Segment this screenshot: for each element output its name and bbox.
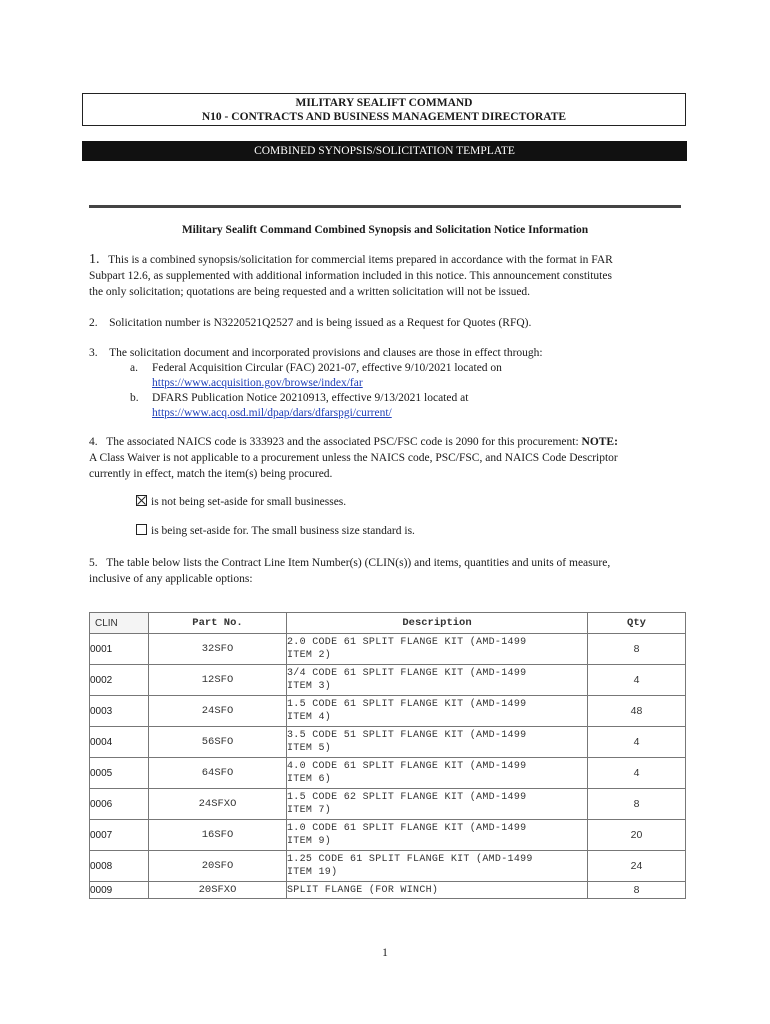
paragraph-1-number: 1. xyxy=(89,252,100,267)
paragraph-3-text: The solicitation document and incorporated provisions and clauses are those in effect through: xyxy=(109,347,543,359)
qty-cell: 48 xyxy=(588,696,686,727)
description-line-1: 1.5 CODE 62 SPLIT FLANGE KIT (AMD-1499 xyxy=(287,792,527,803)
table-header-row xyxy=(90,613,686,634)
description-line-2: ITEM 7) xyxy=(287,805,332,816)
checked-box-icon[interactable] xyxy=(136,495,147,506)
description-line-1: 2.0 CODE 61 SPLIT FLANGE KIT (AMD-1499 xyxy=(287,637,527,648)
qty-cell: 20 xyxy=(588,820,686,851)
description-cell xyxy=(287,789,588,820)
paragraph-3b-text: DFARS Publication Notice 20210913, effective 9/13/2021 located at xyxy=(152,392,469,404)
table-row xyxy=(90,851,686,882)
paragraph-4 xyxy=(89,434,679,482)
paragraph-5-line-1: The table below lists the Contract Line Item Number(s) (CLIN(s)) and items, quantities and units of measure, xyxy=(106,557,611,569)
part-cell: 64SFO xyxy=(149,758,287,789)
part-cell: 56SFO xyxy=(149,727,287,758)
description-line-2: ITEM 3) xyxy=(287,681,332,692)
paragraph-2-text: Solicitation number is N3220521Q2527 and is being issued as a Request for Quotes (RFQ). xyxy=(109,317,532,329)
paragraph-1-line-2: Subpart 12.6, as supplemented with additional information included in this notice. This announcement constitutes xyxy=(89,270,612,282)
description-cell xyxy=(287,820,588,851)
description-line-2: ITEM 2) xyxy=(287,650,332,661)
description-line-1: 4.0 CODE 61 SPLIT FLANGE KIT (AMD-1499 xyxy=(287,761,527,772)
clin-cell: 0007 xyxy=(90,820,149,851)
qty-cell: 24 xyxy=(588,851,686,882)
qty-cell: 4 xyxy=(588,727,686,758)
set-aside-label: is being set-aside for. The small business size standard is. xyxy=(151,525,415,537)
description-line-2: ITEM 4) xyxy=(287,712,332,723)
paragraph-3a-text: Federal Acquisition Circular (FAC) 2021-07, effective 9/10/2021 located on xyxy=(152,362,502,374)
clin-header: CLIN xyxy=(90,613,149,634)
clin-cell: 0008 xyxy=(90,851,149,882)
paragraph-3-number: 3. xyxy=(89,347,98,359)
description-line-2: ITEM 6) xyxy=(287,774,332,785)
paragraph-3b-label: b. xyxy=(130,392,139,404)
divider-rule xyxy=(89,205,681,208)
clin-cell: 0005 xyxy=(90,758,149,789)
description-line-1: 3/4 CODE 61 SPLIT FLANGE KIT (AMD-1499 xyxy=(287,668,527,679)
header-line-1: MILITARY SEALIFT COMMAND xyxy=(295,97,473,109)
part-cell: 32SFO xyxy=(149,634,287,665)
clin-cell: 0001 xyxy=(90,634,149,665)
paragraph-3 xyxy=(89,345,679,361)
clin-table xyxy=(89,612,686,899)
template-band: COMBINED SYNOPSIS/SOLICITATION TEMPLATE xyxy=(82,141,687,161)
description-line-1: 3.5 CODE 51 SPLIT FLANGE KIT (AMD-1499 xyxy=(287,730,527,741)
part-cell: 24SFO xyxy=(149,696,287,727)
not-set-aside-label: is not being set-aside for small businesses. xyxy=(151,496,347,508)
qty-cell: 8 xyxy=(588,634,686,665)
table-row xyxy=(90,696,686,727)
paragraph-4-line-3: currently in effect, match the item(s) being procured. xyxy=(89,468,333,480)
description-line-2: ITEM 9) xyxy=(287,836,332,847)
part-cell: 16SFO xyxy=(149,820,287,851)
table-row xyxy=(90,789,686,820)
notice-title: Military Sealift Command Combined Synopsis and Solicitation Notice Information xyxy=(181,224,589,236)
part-cell: 24SFXO xyxy=(149,789,287,820)
qty-cell: 4 xyxy=(588,758,686,789)
page-number: 1 xyxy=(382,947,388,959)
table-row xyxy=(90,820,686,851)
note-label: NOTE: xyxy=(581,436,618,448)
not-set-aside-option xyxy=(136,495,346,509)
clin-cell: 0002 xyxy=(90,665,149,696)
table-row xyxy=(90,665,686,696)
part-cell: 12SFO xyxy=(149,665,287,696)
table-row xyxy=(90,758,686,789)
qty-cell: 4 xyxy=(588,665,686,696)
description-cell xyxy=(287,882,588,899)
description-cell xyxy=(287,758,588,789)
description-line-1: 1.25 CODE 61 SPLIT FLANGE KIT (AMD-1499 xyxy=(287,854,533,865)
table-row xyxy=(90,727,686,758)
description-cell xyxy=(287,634,588,665)
qty-header: Qty xyxy=(588,613,686,634)
description-cell xyxy=(287,665,588,696)
description-line-1: SPLIT FLANGE (FOR WINCH) xyxy=(287,884,439,896)
paragraph-5 xyxy=(89,555,679,587)
qty-cell: 8 xyxy=(588,789,686,820)
description-line-1: 1.0 CODE 61 SPLIT FLANGE KIT (AMD-1499 xyxy=(287,823,527,834)
table-row xyxy=(90,882,686,899)
far-link[interactable]: https://www.acquisition.gov/browse/index/far xyxy=(152,377,363,389)
table-row xyxy=(90,634,686,665)
description-cell xyxy=(287,851,588,882)
paragraph-5-number: 5. xyxy=(89,557,98,569)
unchecked-box-icon[interactable] xyxy=(136,524,147,535)
description-line-2: ITEM 19) xyxy=(287,867,338,878)
part-cell: 20SFO xyxy=(149,851,287,882)
description-cell xyxy=(287,696,588,727)
paragraph-1 xyxy=(89,252,679,300)
paragraph-1-line-1: This is a combined synopsis/solicitation for commercial items prepared in accordance with the format in FAR xyxy=(108,254,613,266)
paragraph-4-number: 4. xyxy=(89,436,98,448)
set-aside-option xyxy=(136,524,415,538)
header-line-2: N10 - CONTRACTS AND BUSINESS MANAGEMENT DIRECTORATE xyxy=(201,111,567,123)
paragraph-4-line-1: The associated NAICS code is 333923 and the associated PSC/FSC code is 2090 for this procurement: xyxy=(106,436,579,448)
clin-cell: 0009 xyxy=(90,882,149,899)
paragraph-2-number: 2. xyxy=(89,317,98,329)
clin-cell: 0006 xyxy=(90,789,149,820)
paragraph-2 xyxy=(89,315,679,331)
paragraph-5-line-2: inclusive of any applicable options: xyxy=(89,573,253,585)
description-header: Description xyxy=(287,613,588,634)
clin-cell: 0004 xyxy=(90,727,149,758)
description-line-2: ITEM 5) xyxy=(287,743,332,754)
clin-cell: 0003 xyxy=(90,696,149,727)
paragraph-3a-label: a. xyxy=(130,362,138,374)
qty-cell: 8 xyxy=(588,882,686,899)
header-box xyxy=(82,93,686,126)
dfars-link[interactable]: https://www.acq.osd.mil/dpap/dars/dfarspgi/current/ xyxy=(152,407,392,419)
part-header: Part No. xyxy=(149,613,287,634)
paragraph-1-line-3: the only solicitation; quotations are being requested and a written solicitation will not be issued. xyxy=(89,286,531,298)
paragraph-4-line-2: A Class Waiver is not applicable to a procurement unless the NAICS code, PSC/FSC, and NAICS Code Descriptor xyxy=(89,452,618,464)
part-cell: 20SFXO xyxy=(149,882,287,899)
description-cell xyxy=(287,727,588,758)
description-line-1: 1.5 CODE 61 SPLIT FLANGE KIT (AMD-1499 xyxy=(287,699,527,710)
